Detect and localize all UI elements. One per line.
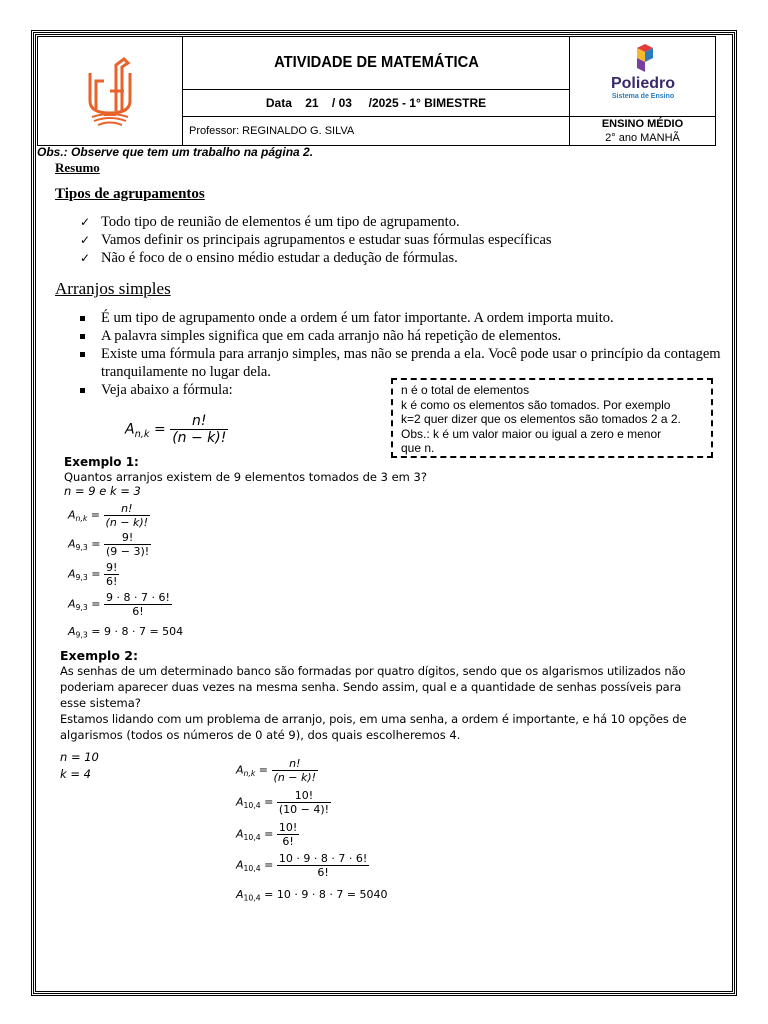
exemplo2-line: esse sistema?	[60, 696, 141, 710]
ex1-step-sub: 9,3	[75, 603, 88, 613]
ex1-step-sub: 9,3	[75, 573, 88, 583]
note-box	[391, 378, 713, 458]
poliedro-tagline: Sistema de Ensino	[611, 93, 674, 100]
professor-line: Professor: REGINALDO G. SILVA	[183, 117, 570, 146]
tipos-list	[80, 213, 552, 267]
exemplo2-line: poderiam aparecer duas vezes na mesma senha. Sendo assim, qual e a quantidade de senhas possíveis para	[60, 680, 682, 694]
exemplo2-text	[60, 663, 705, 743]
ex2-result-value: = 10 · 9 · 8 · 7 = 5040	[264, 888, 388, 901]
list-item: ✓ Todo tipo de reunião de elementos é um tipo de agrupamento.	[80, 213, 552, 231]
ex2-step-sub: n,k	[243, 769, 256, 779]
formula-den: (n − k)!	[172, 430, 227, 446]
note-line: que n.	[401, 441, 435, 456]
ex2-step-den: 6!	[317, 866, 329, 879]
ex1-step-sub: n,k	[75, 514, 88, 524]
header-table	[37, 36, 716, 146]
school-logo-icon	[80, 51, 140, 127]
exemplo2-k: k = 4	[60, 767, 91, 781]
poliedro-logo-icon	[593, 44, 693, 104]
ex2-result: $A_{10,4} = 10 \cdot 9 \cdot 8 \cdot 7 = 5040$	[236, 888, 388, 903]
ex1-step-num: n!	[104, 502, 151, 516]
ex2-step: $A_{10,4}$ = $\frac{10!}{(10 - 4)!}$	[236, 789, 330, 816]
exemplo2-line: As senhas de um determinado banco são formadas por quatro dígitos, sendo que os algarismos utilizados não	[60, 664, 686, 678]
main-formula	[125, 413, 228, 446]
date-line	[183, 90, 570, 117]
document-title: ATIVIDADE DE MATEMÁTICA	[198, 37, 554, 90]
list-item: Veja abaixo a fórmula:	[80, 381, 720, 399]
ex1-result: $A_{9,3} = 9 \cdot 8 \cdot 7 = 504$	[68, 625, 184, 640]
exemplo2-line: algarismos (todos os números de 0 até 9), dos quais escolheremos 4.	[60, 728, 461, 742]
note-line: k=2 quer dizer que os elementos são tomados 2 a 2.	[401, 412, 681, 427]
exemplo2-title: Exemplo 2:	[60, 648, 138, 663]
list-item: A palavra simples significa que em cada arranjo não há repetição de elementos.	[80, 327, 720, 345]
list-item: ✓ Não é foco de o ensino médio estudar a dedução de fórmulas.	[80, 249, 552, 267]
ex2-step-num: n!	[272, 757, 319, 771]
ex1-step: $A_{9,3}$ = $\frac{9 \cdot 8 \cdot 7 \cdot 6!}{6!}$	[68, 591, 170, 618]
grade-label: 2° ano MANHÃ	[605, 132, 680, 144]
ex1-step-den: 6!	[105, 575, 118, 588]
exemplo2-line: Estamos lidando com um problema de arranjo, pois, em uma senha, a ordem é importante, e há 10 opções de	[60, 712, 687, 726]
ex2-step-num: 10!	[277, 789, 331, 803]
school-logo	[38, 37, 183, 146]
date-line-text: Data 21 / 03 /2025 - 1° BIMESTRE	[265, 96, 487, 110]
exemplo2-n: n = 10	[60, 750, 99, 764]
exemplo1-question: Quantos arranjos existem de 9 elementos tomados de 3 em 3?	[64, 470, 427, 484]
note-line: Obs.: k é um valor maior ou igual a zero e menor	[401, 426, 662, 441]
ex1-step: $A_{9,3}$ = $\frac{9!}{6!}$	[68, 561, 118, 588]
ex2-step-den: (n − k)!	[273, 771, 317, 784]
ex2-step-num: 10!	[278, 821, 298, 834]
ex2-step-den: 6!	[282, 835, 294, 848]
ex2-step: $A_{10,4}$ = $\frac{10 \cdot 9 \cdot 8 \cdot 7 \cdot 6!}{6!}$	[236, 852, 368, 879]
level-label: ENSINO MÉDIO	[601, 118, 684, 130]
ex2-result-sub: 10,4	[243, 893, 261, 903]
resumo-heading: Resumo	[55, 160, 100, 175]
ex1-step-den: 6!	[132, 605, 144, 618]
formula-lhs-sub: n,k	[134, 428, 150, 440]
poliedro-brand-name: Poliedro	[610, 75, 675, 92]
ex2-step: $A_{10,4}$ = $\frac{10!}{6!}$	[236, 821, 298, 848]
formula-lhs: A	[125, 421, 135, 438]
list-item: É um tipo de agrupamento onde a ordem é um fator importante. A ordem importa muito.	[80, 309, 720, 327]
ex1-step-num: 9!	[104, 531, 151, 545]
tipos-heading: Tipos de agrupamentos	[55, 186, 205, 202]
ex1-step-den: (9 − 3)!	[105, 545, 150, 558]
ex1-step-den: (n − k)!	[105, 516, 149, 529]
formula-eq: =	[154, 421, 166, 438]
ex1-step: $A_{n,k}$ = $\frac{n!}{(n - k)!}$	[68, 502, 149, 529]
list-item: ✓ Vamos definir os principais agrupamentos e estudar suas fórmulas específicas	[80, 231, 552, 249]
ex2-step-den: (10 − 4)!	[278, 803, 330, 816]
ex1-result-sub: 9,3	[75, 630, 88, 640]
formula-fraction	[170, 413, 228, 446]
ex2-step: $A_{n,k}$ = $\frac{n!}{(n - k)!}$	[236, 757, 317, 784]
ex2-step-sub: 10,4	[243, 801, 261, 811]
ex1-step-num: 9!	[105, 561, 118, 574]
ex1-result-value: = 9 · 8 · 7 = 504	[91, 625, 184, 638]
note-line: k é como os elementos são tomados. Por exemplo	[401, 397, 671, 412]
ex2-step-num: 10 · 9 · 8 · 7 · 6!	[278, 852, 368, 865]
list-item: Existe uma fórmula para arranjo simples, mas não se prenda a ela. Você pode usar o princípio da contagem tranquilamente no lugar dela.	[80, 345, 721, 381]
ex2-step-sub: 10,4	[243, 864, 261, 874]
poliedro-logo	[570, 37, 716, 117]
formula-num: n!	[170, 413, 228, 430]
arranjos-heading: Arranjos simples	[55, 279, 171, 298]
ex1-step: $A_{9,3}$ = $\frac{9!}{(9 - 3)!}$	[68, 531, 150, 558]
ex1-step-sub: 9,3	[75, 543, 88, 553]
observation-note: Obs.: Observe que tem um trabalho na página 2.	[37, 145, 314, 159]
note-line: n é o total de elementos	[401, 383, 530, 397]
exemplo1-given: n = 9 e k = 3	[64, 484, 141, 498]
ex1-step-num: 9 · 8 · 7 · 6!	[105, 591, 170, 604]
school-level	[570, 117, 716, 146]
exemplo1-title: Exemplo 1:	[64, 455, 139, 469]
ex2-step-sub: 10,4	[243, 833, 261, 843]
